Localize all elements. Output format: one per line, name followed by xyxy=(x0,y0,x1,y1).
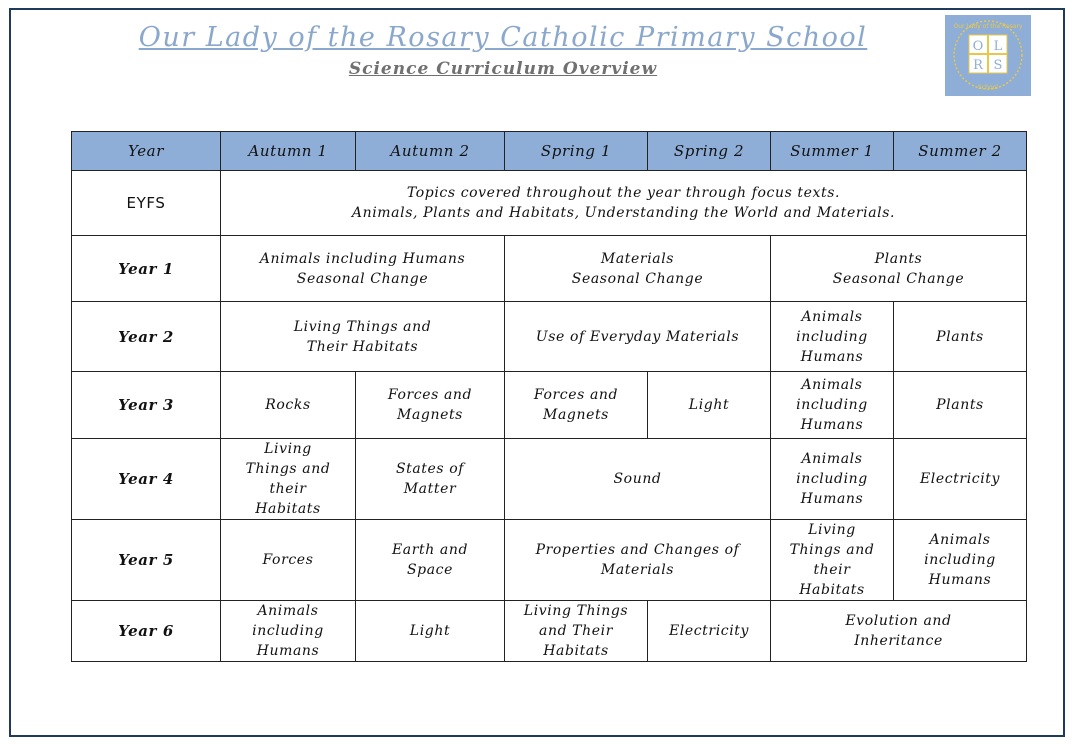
cell-line: Habitats xyxy=(255,501,321,517)
eyfs-line-1: Topics covered throughout the year through focus texts. xyxy=(406,185,841,201)
year-4-autumn-2-cell xyxy=(356,439,505,520)
year-3-summer-1-cell xyxy=(771,372,894,439)
logo-letter-r: R xyxy=(973,58,983,73)
year-4-autumn-1-cell xyxy=(221,439,356,520)
header-year: Year xyxy=(72,132,221,171)
cell-line: States of xyxy=(395,461,465,477)
cell-line: Matter xyxy=(403,481,457,497)
cell-line: Living Things xyxy=(523,603,629,619)
year-label-year-4: Year 4 xyxy=(72,439,221,520)
year-3-spring-2-cell: Light xyxy=(648,372,771,439)
year-1-summer-cell xyxy=(771,236,1027,302)
header-summer-2: Summer 2 xyxy=(894,132,1027,171)
eyfs-topics-cell xyxy=(221,171,1027,236)
header-spring-2: Spring 2 xyxy=(648,132,771,171)
logo-letter-o: O xyxy=(972,39,984,54)
year-label-year-3: Year 3 xyxy=(72,372,221,439)
school-crest-icon xyxy=(945,15,1031,96)
cell-line: Magnets xyxy=(543,407,609,423)
cell-line: Habitats xyxy=(799,582,865,598)
year-label-year-1: Year 1 xyxy=(72,236,221,302)
cell-line: Earth and xyxy=(391,542,469,558)
year-3-autumn-2-cell xyxy=(356,372,505,439)
year-5-autumn-1-cell: Forces xyxy=(221,520,356,601)
cell-line: Forces and xyxy=(387,387,473,403)
cell-line: including xyxy=(796,397,868,413)
cell-line: Humans xyxy=(800,417,864,433)
year-label-year-5: Year 5 xyxy=(72,520,221,601)
cell-line: Humans xyxy=(800,348,864,365)
eyfs-line-2: Animals, Plants and Habitats, Understanding the World and Materials. xyxy=(351,205,896,221)
cell-line: Animals xyxy=(801,377,863,393)
table-row-year-3 xyxy=(72,372,1027,439)
cell-line: Materials xyxy=(600,250,675,267)
year-1-spring-cell xyxy=(505,236,771,302)
cell-line: Animals xyxy=(257,603,319,619)
year-2-summer-1-cell xyxy=(771,302,894,372)
year-4-summer-2-cell: Electricity xyxy=(894,439,1027,520)
cell-line: including xyxy=(796,471,868,487)
header-autumn-2: Autumn 2 xyxy=(356,132,505,171)
year-6-spring-2-cell: Electricity xyxy=(648,601,771,662)
cell-line: including xyxy=(252,623,324,639)
year-label-year-6: Year 6 xyxy=(72,601,221,662)
cell-line: including xyxy=(796,328,868,345)
year-2-autumn-cell: Living Things and Their Habitats xyxy=(221,302,505,372)
header-summer-1: Summer 1 xyxy=(771,132,894,171)
cell-line: Animals including Humans xyxy=(259,250,466,267)
cell-line: Seasonal Change xyxy=(296,270,429,287)
cell-line: Animals xyxy=(929,532,991,548)
cell-line: Seasonal Change xyxy=(832,270,965,287)
table-row-year-5 xyxy=(72,520,1027,601)
year-5-autumn-2-cell xyxy=(356,520,505,601)
science-curriculum-table xyxy=(71,131,1027,662)
logo-letter-s: S xyxy=(993,58,1003,73)
year-6-autumn-2-cell: Light xyxy=(356,601,505,662)
cell-line: Living xyxy=(808,522,856,538)
school-logo xyxy=(945,15,1031,96)
year-3-autumn-1-cell: Rocks xyxy=(221,372,356,439)
cell-line: Properties and Changes of xyxy=(535,542,740,558)
year-4-spring-cell: Sound xyxy=(505,439,771,520)
table-header-row xyxy=(72,132,1027,171)
document-subtitle: Science Curriculum Overview xyxy=(348,59,658,79)
table-row-year-1 xyxy=(72,236,1027,302)
table-row-year-4 xyxy=(72,439,1027,520)
year-label-eyfs: EYFS xyxy=(72,171,221,236)
cell-line: Animals xyxy=(801,451,863,467)
header-autumn-1: Autumn 1 xyxy=(221,132,356,171)
cell-line: Plants xyxy=(874,250,923,267)
cell-line: Forces and xyxy=(533,387,619,403)
year-6-spring-1-cell xyxy=(505,601,648,662)
cell-line: their xyxy=(813,562,851,578)
year-2-summer-2-cell: Plants xyxy=(894,302,1027,372)
cell-line: Animals xyxy=(801,308,863,325)
year-3-spring-1-cell xyxy=(505,372,648,439)
year-4-summer-1-cell xyxy=(771,439,894,520)
year-2-spring-cell: Use of Everyday Materials xyxy=(505,302,771,372)
cell-line: their xyxy=(269,481,307,497)
year-label-year-2: Year 2 xyxy=(72,302,221,372)
cell-line: Space xyxy=(406,562,454,578)
school-name: Our Lady of the Rosary Catholic Primary School xyxy=(138,22,868,53)
logo-bottom-text: School xyxy=(978,84,998,91)
table-row-year-2 xyxy=(72,302,1027,372)
cell-line: Habitats xyxy=(543,643,609,659)
table-row-year-6 xyxy=(72,601,1027,662)
cell-line: Evolution and xyxy=(845,613,952,629)
year-5-spring-cell xyxy=(505,520,771,601)
logo-letter-l: L xyxy=(993,39,1003,54)
cell-line: Inheritance xyxy=(854,633,943,649)
cell-line: Humans xyxy=(800,491,864,507)
header-spring-1: Spring 1 xyxy=(505,132,648,171)
year-5-summer-1-cell xyxy=(771,520,894,601)
cell-line: Magnets xyxy=(397,407,463,423)
year-3-summer-2-cell: Plants xyxy=(894,372,1027,439)
cell-line: Things and xyxy=(245,461,331,477)
cell-line: Seasonal Change xyxy=(571,270,704,287)
cell-line: Things and xyxy=(789,542,875,558)
table-row-eyfs xyxy=(72,171,1027,236)
year-1-autumn-cell xyxy=(221,236,505,302)
cell-line: Materials xyxy=(600,562,675,578)
year-6-autumn-1-cell xyxy=(221,601,356,662)
cell-line: Humans xyxy=(256,643,320,659)
logo-top-text: Our Lady of the Rosary xyxy=(953,23,1023,30)
cell-line: Humans xyxy=(928,572,992,588)
year-6-summer-cell xyxy=(771,601,1027,662)
cell-line: including xyxy=(924,552,996,568)
cell-line: and Their xyxy=(539,623,613,639)
year-5-summer-2-cell xyxy=(894,520,1027,601)
cell-line: Living xyxy=(264,441,312,457)
